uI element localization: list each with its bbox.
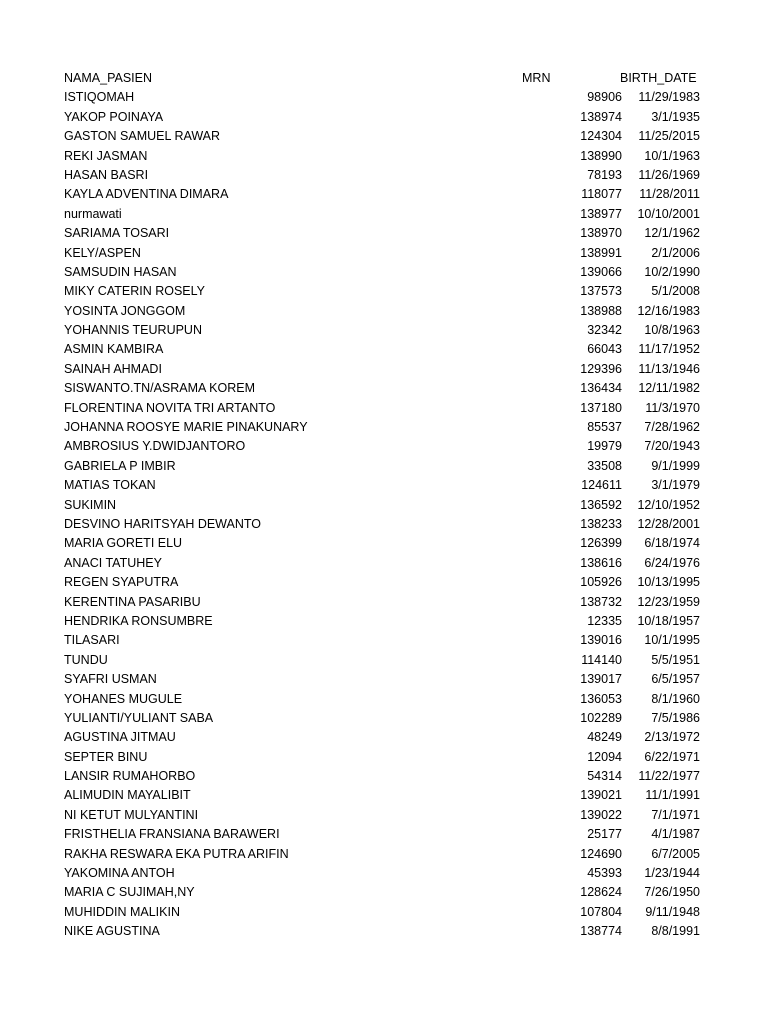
cell-birth-date: 10/1/1995 bbox=[644, 633, 700, 648]
header-nama-pasien: NAMA_PASIEN bbox=[64, 71, 152, 85]
cell-mrn: 138970 bbox=[580, 226, 622, 241]
cell-birth-date: 11/13/1946 bbox=[638, 361, 700, 376]
cell-nama-pasien: AMBROSIUS Y.DWIDJANTORO bbox=[64, 439, 246, 454]
cell-mrn: 45393 bbox=[587, 866, 622, 881]
cell-nama-pasien: AGUSTINA JITMAU bbox=[64, 730, 176, 745]
cell-mrn: 126399 bbox=[580, 536, 622, 551]
table-row bbox=[64, 593, 704, 612]
cell-nama-pasien: HASAN BASRI bbox=[64, 167, 149, 182]
table-row bbox=[64, 360, 704, 379]
cell-nama-pasien: YOSINTA JONGGOM bbox=[64, 303, 186, 318]
table-row bbox=[64, 573, 704, 592]
cell-birth-date: 5/1/2008 bbox=[651, 284, 700, 299]
cell-nama-pasien: NIKE AGUSTINA bbox=[64, 924, 160, 939]
cell-birth-date: 10/1/1963 bbox=[644, 148, 700, 163]
cell-birth-date: 6/24/1976 bbox=[644, 555, 700, 570]
cell-nama-pasien: TILASARI bbox=[64, 633, 120, 648]
cell-birth-date: 7/1/1971 bbox=[651, 807, 700, 822]
cell-birth-date: 12/10/1952 bbox=[637, 497, 700, 512]
table-row bbox=[64, 476, 704, 495]
table-row bbox=[64, 612, 704, 631]
cell-nama-pasien: MIKY CATERIN ROSELY bbox=[64, 284, 206, 299]
cell-nama-pasien: FLORENTINA NOVITA TRI ARTANTO bbox=[64, 400, 276, 415]
header-mrn: MRN bbox=[522, 71, 551, 85]
cell-nama-pasien: YAKOMINA ANTOH bbox=[64, 866, 175, 881]
table-row bbox=[64, 399, 704, 418]
table-row bbox=[64, 651, 704, 670]
table-row bbox=[64, 631, 704, 650]
cell-mrn: 138732 bbox=[580, 594, 622, 609]
cell-nama-pasien: KAYLA ADVENTINA DIMARA bbox=[64, 187, 229, 202]
cell-nama-pasien: TUNDU bbox=[64, 652, 108, 667]
cell-nama-pasien: YULIANTI/YULIANT SABA bbox=[64, 710, 214, 725]
cell-mrn: 32342 bbox=[587, 323, 622, 338]
table-row bbox=[64, 437, 704, 456]
cell-mrn: 137573 bbox=[580, 284, 622, 299]
cell-mrn: 138974 bbox=[580, 109, 622, 124]
table-row bbox=[64, 302, 704, 321]
cell-birth-date: 12/28/2001 bbox=[637, 516, 700, 531]
cell-mrn: 105926 bbox=[580, 575, 622, 590]
header-birth-date: BIRTH_DATE bbox=[620, 71, 697, 85]
table-row bbox=[64, 534, 704, 553]
cell-mrn: 137180 bbox=[580, 400, 622, 415]
table-body bbox=[64, 88, 704, 941]
table-row bbox=[64, 418, 704, 437]
cell-birth-date: 7/20/1943 bbox=[644, 439, 700, 454]
cell-mrn: 12094 bbox=[587, 749, 622, 764]
cell-birth-date: 12/16/1983 bbox=[637, 303, 700, 318]
cell-mrn: 138774 bbox=[580, 924, 622, 939]
cell-mrn: 54314 bbox=[587, 769, 622, 784]
cell-birth-date: 11/1/1991 bbox=[645, 788, 700, 803]
table-row bbox=[64, 185, 704, 204]
cell-mrn: 124690 bbox=[580, 846, 622, 861]
cell-birth-date: 6/18/1974 bbox=[644, 536, 700, 551]
cell-birth-date: 8/1/1960 bbox=[651, 691, 700, 706]
patient-table bbox=[64, 69, 704, 942]
cell-birth-date: 9/1/1999 bbox=[651, 458, 700, 473]
cell-birth-date: 6/7/2005 bbox=[651, 846, 700, 861]
cell-birth-date: 12/11/1982 bbox=[638, 381, 700, 396]
table-row bbox=[64, 709, 704, 728]
table-row bbox=[64, 147, 704, 166]
table-row bbox=[64, 825, 704, 844]
cell-mrn: 85537 bbox=[587, 420, 622, 435]
cell-nama-pasien: GASTON SAMUEL RAWAR bbox=[64, 129, 221, 144]
cell-birth-date: 7/26/1950 bbox=[644, 885, 700, 900]
cell-birth-date: 10/10/2001 bbox=[637, 206, 700, 221]
cell-mrn: 136434 bbox=[580, 381, 622, 396]
cell-birth-date: 2/13/1972 bbox=[644, 730, 700, 745]
cell-mrn: 78193 bbox=[587, 167, 622, 182]
cell-nama-pasien: YAKOP POINAYA bbox=[64, 109, 164, 124]
cell-nama-pasien: ANACI TATUHEY bbox=[64, 555, 162, 570]
cell-nama-pasien: SEPTER BINU bbox=[64, 749, 148, 764]
cell-birth-date: 7/5/1986 bbox=[651, 710, 700, 725]
cell-mrn: 124611 bbox=[581, 478, 622, 493]
table-row bbox=[64, 922, 704, 941]
cell-nama-pasien: KELY/ASPEN bbox=[64, 245, 141, 260]
cell-mrn: 139017 bbox=[580, 672, 622, 687]
cell-nama-pasien: HENDRIKA RONSUMBRE bbox=[64, 613, 213, 628]
cell-mrn: 98906 bbox=[587, 90, 622, 105]
cell-mrn: 33508 bbox=[587, 458, 622, 473]
cell-nama-pasien: GABRIELA P IMBIR bbox=[64, 458, 176, 473]
cell-mrn: 19979 bbox=[587, 439, 622, 454]
cell-nama-pasien: SAMSUDIN HASAN bbox=[64, 264, 177, 279]
cell-nama-pasien: RAKHA RESWARA EKA PUTRA ARIFIN bbox=[64, 846, 289, 861]
cell-mrn: 139022 bbox=[580, 807, 622, 822]
table-header-row bbox=[64, 69, 704, 88]
table-row bbox=[64, 127, 704, 146]
cell-mrn: 66043 bbox=[587, 342, 622, 357]
cell-nama-pasien: ISTIQOMAH bbox=[64, 90, 135, 105]
cell-nama-pasien: REGEN SYAPUTRA bbox=[64, 575, 179, 590]
cell-nama-pasien: YOHANES MUGULE bbox=[64, 691, 183, 706]
cell-mrn: 124304 bbox=[580, 129, 622, 144]
cell-birth-date: 12/23/1959 bbox=[637, 594, 700, 609]
table-row bbox=[64, 166, 704, 185]
cell-birth-date: 7/28/1962 bbox=[644, 420, 700, 435]
cell-mrn: 102289 bbox=[580, 710, 622, 725]
cell-nama-pasien: nurmawati bbox=[64, 206, 122, 221]
cell-mrn: 139016 bbox=[580, 633, 622, 648]
cell-nama-pasien: MUHIDDIN MALIKIN bbox=[64, 904, 180, 919]
cell-nama-pasien: MARIA GORETI ELU bbox=[64, 536, 183, 551]
cell-mrn: 138988 bbox=[580, 303, 622, 318]
cell-mrn: 48249 bbox=[587, 730, 622, 745]
cell-nama-pasien: YOHANNIS TEURUPUN bbox=[64, 323, 202, 338]
table-row bbox=[64, 244, 704, 263]
cell-nama-pasien: SISWANTO.TN/ASRAMA KOREM bbox=[64, 381, 255, 396]
cell-nama-pasien: ASMIN KAMBIRA bbox=[64, 342, 164, 357]
cell-birth-date: 11/28/2011 bbox=[639, 187, 700, 202]
cell-mrn: 128624 bbox=[580, 885, 622, 900]
table-row bbox=[64, 340, 704, 359]
cell-birth-date: 11/26/1969 bbox=[638, 167, 700, 182]
cell-mrn: 136592 bbox=[580, 497, 622, 512]
cell-mrn: 139066 bbox=[580, 264, 622, 279]
cell-birth-date: 4/1/1987 bbox=[651, 827, 700, 842]
cell-nama-pasien: SUKIMIN bbox=[64, 497, 117, 512]
cell-birth-date: 11/3/1970 bbox=[645, 400, 700, 415]
cell-nama-pasien: MARIA C SUJIMAH,NY bbox=[64, 885, 195, 900]
table-row bbox=[64, 224, 704, 243]
cell-birth-date: 11/22/1977 bbox=[638, 769, 700, 784]
cell-birth-date: 10/2/1990 bbox=[644, 264, 700, 279]
cell-birth-date: 10/18/1957 bbox=[637, 613, 700, 628]
table-row bbox=[64, 554, 704, 573]
table-row bbox=[64, 883, 704, 902]
table-row bbox=[64, 690, 704, 709]
cell-nama-pasien: REKI JASMAN bbox=[64, 148, 148, 163]
table-row bbox=[64, 670, 704, 689]
cell-mrn: 25177 bbox=[587, 827, 622, 842]
cell-mrn: 107804 bbox=[580, 904, 622, 919]
table-row bbox=[64, 282, 704, 301]
cell-nama-pasien: ALIMUDIN MAYALIBIT bbox=[64, 788, 191, 803]
table-row bbox=[64, 321, 704, 340]
cell-birth-date: 6/22/1971 bbox=[644, 749, 700, 764]
table-row bbox=[64, 457, 704, 476]
table-row bbox=[64, 108, 704, 127]
cell-mrn: 138991 bbox=[580, 245, 622, 260]
cell-nama-pasien: KERENTINA PASARIBU bbox=[64, 594, 201, 609]
table-row bbox=[64, 748, 704, 767]
cell-mrn: 138990 bbox=[580, 148, 622, 163]
cell-birth-date: 11/29/1983 bbox=[638, 90, 700, 105]
table-row bbox=[64, 767, 704, 786]
table-row bbox=[64, 845, 704, 864]
cell-mrn: 138233 bbox=[580, 516, 622, 531]
cell-nama-pasien: LANSIR RUMAHORBO bbox=[64, 769, 196, 784]
cell-birth-date: 3/1/1979 bbox=[651, 478, 700, 493]
table-row bbox=[64, 728, 704, 747]
cell-birth-date: 3/1/1935 bbox=[651, 109, 700, 124]
cell-birth-date: 11/17/1952 bbox=[638, 342, 700, 357]
cell-birth-date: 8/8/1991 bbox=[651, 924, 700, 939]
cell-nama-pasien: JOHANNA ROOSYE MARIE PINAKUNARY bbox=[64, 420, 308, 435]
cell-mrn: 138977 bbox=[580, 206, 622, 221]
cell-birth-date: 5/5/1951 bbox=[651, 652, 700, 667]
table-row bbox=[64, 496, 704, 515]
cell-nama-pasien: MATIAS TOKAN bbox=[64, 478, 156, 493]
cell-birth-date: 2/1/2006 bbox=[651, 245, 700, 260]
table-row bbox=[64, 205, 704, 224]
table-row bbox=[64, 903, 704, 922]
cell-birth-date: 11/25/2015 bbox=[638, 129, 700, 144]
table-row bbox=[64, 806, 704, 825]
table-row bbox=[64, 864, 704, 883]
table-row bbox=[64, 515, 704, 534]
cell-mrn: 138616 bbox=[580, 555, 622, 570]
cell-nama-pasien: SYAFRI USMAN bbox=[64, 672, 157, 687]
cell-nama-pasien: SAINAH AHMADI bbox=[64, 361, 162, 376]
cell-mrn: 118077 bbox=[581, 187, 622, 202]
cell-birth-date: 1/23/1944 bbox=[644, 866, 700, 881]
cell-mrn: 12335 bbox=[587, 613, 622, 628]
table-row bbox=[64, 786, 704, 805]
table-row bbox=[64, 379, 704, 398]
table-row bbox=[64, 263, 704, 282]
table-row bbox=[64, 88, 704, 107]
cell-birth-date: 6/5/1957 bbox=[651, 672, 700, 687]
cell-nama-pasien: DESVINO HARITSYAH DEWANTO bbox=[64, 516, 262, 531]
cell-mrn: 129396 bbox=[580, 361, 622, 376]
cell-nama-pasien: SARIAMA TOSARI bbox=[64, 226, 170, 241]
cell-nama-pasien: NI KETUT MULYANTINI bbox=[64, 807, 199, 822]
cell-birth-date: 9/11/1948 bbox=[645, 904, 700, 919]
cell-mrn: 114140 bbox=[581, 652, 622, 667]
cell-mrn: 136053 bbox=[580, 691, 622, 706]
cell-birth-date: 10/13/1995 bbox=[637, 575, 700, 590]
cell-mrn: 139021 bbox=[580, 788, 622, 803]
cell-birth-date: 10/8/1963 bbox=[644, 323, 700, 338]
cell-nama-pasien: FRISTHELIA FRANSIANA BARAWERI bbox=[64, 827, 280, 842]
cell-birth-date: 12/1/1962 bbox=[644, 226, 700, 241]
